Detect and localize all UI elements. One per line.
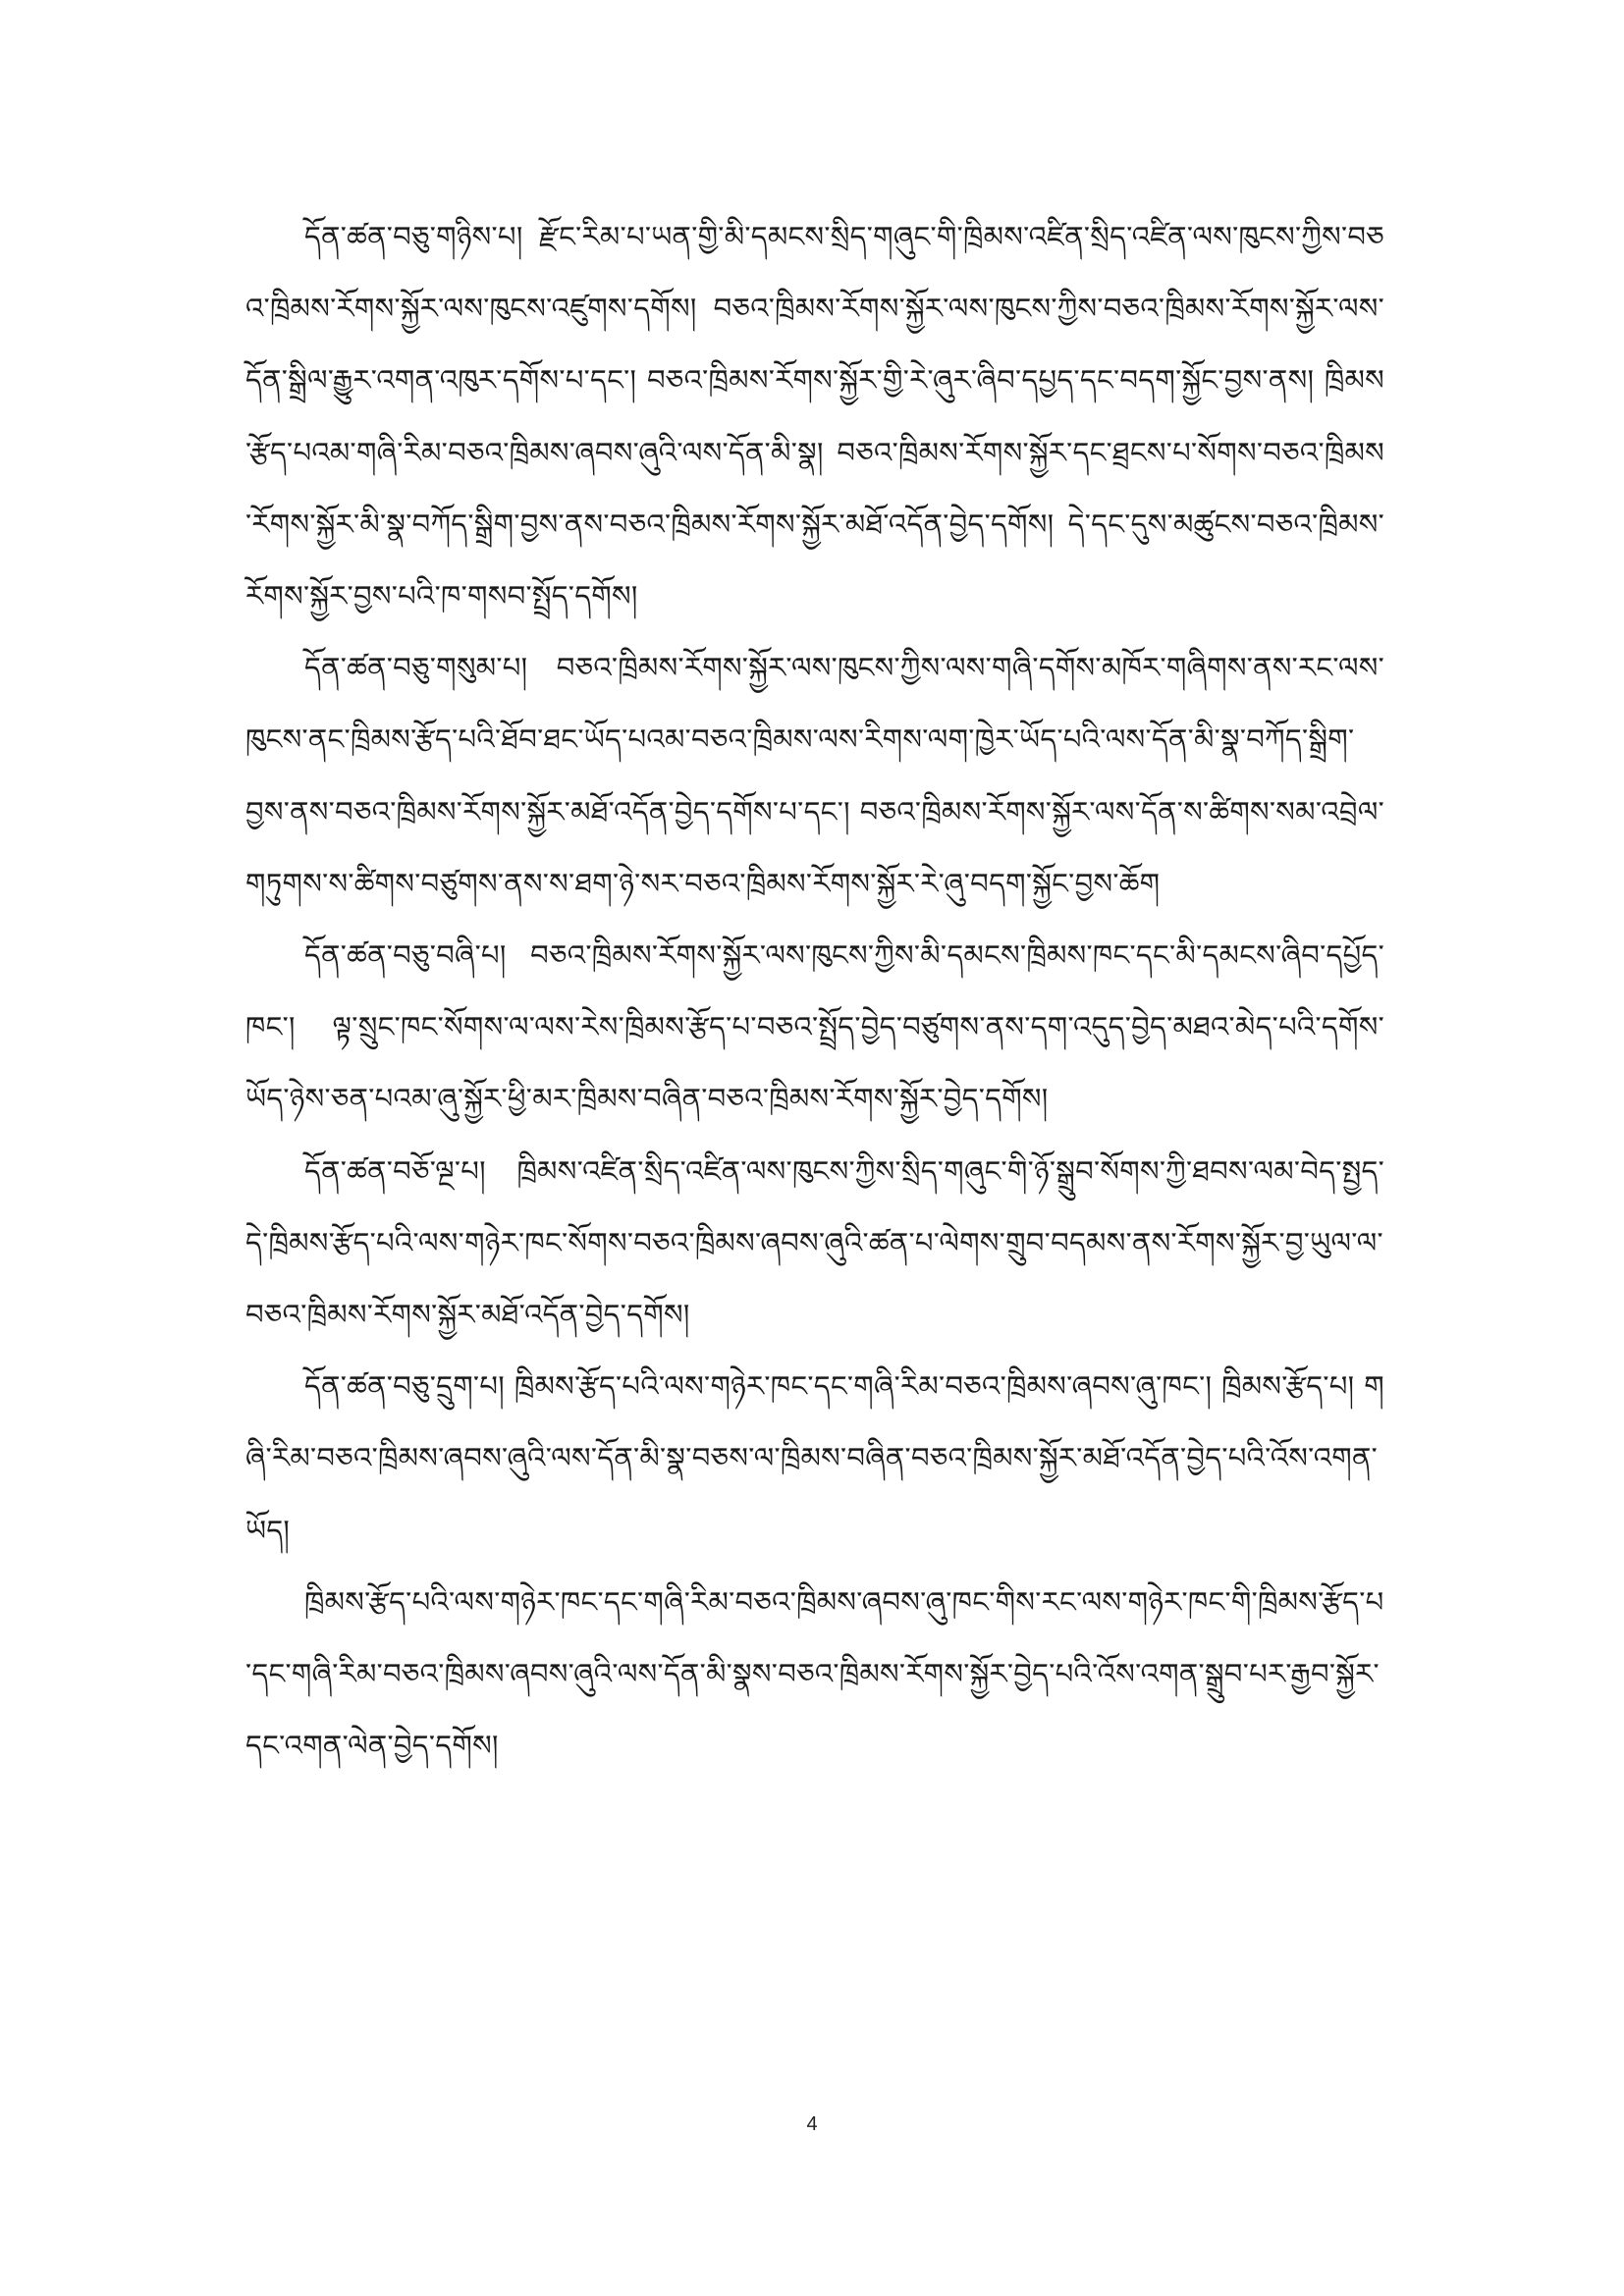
paragraph-article-15: དོན་ཚན་བཅོ་ལྔ་པ། ཁྲིམས་འཛིན་སྲིད་འཛིན་ལས་ཁུངས་ཀྱིས་སྲིད་གཞུང་གི་ཉོ་སྒྲུབ་སོགས་ཀྱི་ཐབས་ལམ་བེད་སྤྱད་དེ་ཁྲིམས་རྩོད་པའི་ལས་གཉེར་ཁང་སོགས་བཅའ་ཁྲིམས་ཞབས་ཞུའི་ཚན་པ་ལེགས་གྲུབ་བདམས་ནས་རོགས་སྐྱོར་བྱ་ཡུལ་ལ་བཅའ་ཁྲིམས་རོགས་སྐྱོར་མཐོ་འདོན་བྱེད་དགོས། [245,1153,1384,1332]
page-number: 4 [806,2113,818,2135]
paragraph-article-13: དོན་ཚན་བཅུ་གསུམ་པ། བཅའ་ཁྲིམས་རོགས་སྐྱོར་ལས་ཁུངས་ཀྱིས་ལས་གཞི་དགོས་མཁོར་གཞིགས་ནས་རང་ལས་ཁུངས་ནང་ཁྲིམས་རྩོད་པའི་ཐོབ་ཐང་ཡོད་པའམ་བཅའ་ཁྲིམས་ལས་རིགས་ལག་ཁྱེར་ཡོད་པའི་ལས་དོན་མི་སྣ་བཀོད་སྒྲིག་བྱས་ནས་བཅའ་ཁྲིམས་རོགས་སྐྱོར་མཐོ་འདོན་བྱེད་དགོས་པ་དང་། བཅའ་ཁྲིམས་རོགས་སྐྱོར་ལས་དོན་ས་ཚིགས་སམ་འབྲེལ་གཏུགས་ས་ཚིགས་བཙུགས་ནས་ས་ཐག་ཉེ་སར་བཅའ་ཁྲིམས་རོགས་སྐྱོར་རེ་ཞུ་བདག་སྐྱོང་བྱས་ཆོག [245,651,1384,900]
document-body [245,201,1384,1782]
paragraph-article-14: དོན་ཚན་བཅུ་བཞི་པ། བཅའ་ཁྲིམས་རོགས་སྐྱོར་ལས་ཁུངས་ཀྱིས་མི་དམངས་ཁྲིམས་ཁང་དང་མི་དམངས་ཞིབ་དཔྱོད་ཁང་། ལྟ་སྲུང་ཁང་སོགས་ལ་ལས་རེས་ཁྲིམས་རྩོད་པ་བཅའ་སྤྲོད་བྱེད་བཙུགས་ནས་དག་འདུད་བྱེད་མཐའ་མེད་པའི་དགོས་ཡོད་ཉེས་ཅན་པའམ་ཞུ་སྐྱོར་ཕྱི་མར་ཁྲིམས་བཞིན་བཅའ་ཁྲིམས་རོགས་སྐྱོར་བྱེད་དགོས། [245,938,1384,1116]
paragraph-article-12: དོན་ཚན་བཅུ་གཉིས་པ། རྫོང་རིམ་པ་ཡན་གྱི་མི་དམངས་སྲིད་གཞུང་གི་ཁྲིམས་འཛིན་སྲིད་འཛིན་ལས་ཁུངས་ཀྱིས་བཅའ་ཁྲིམས་རོགས་སྐྱོར་ལས་ཁུངས་འཛུགས་དགོས། བཅའ་ཁྲིམས་རོགས་སྐྱོར་ལས་ཁུངས་ཀྱིས་བཅའ་ཁྲིམས་རོགས་སྐྱོར་ལས་དོན་སྒྲིལ་རྒྱུར་འགན་འཁུར་དགོས་པ་དང་། བཅའ་ཁྲིམས་རོགས་སྐྱོར་གྱི་རེ་ཞུར་ཞིབ་དཔྱད་དང་བདག་སྐྱོང་བྱས་ནས། ཁྲིམས་རྩོད་པའམ་གཞི་རིམ་བཅའ་ཁྲིམས་ཞབས་ཞུའི་ལས་དོན་མི་སྣ། བཅའ་ཁྲིམས་རོགས་སྐྱོར་དང་ཐྲངས་པ་སོགས་བཅའ་ཁྲིམས་རོགས་སྐྱོར་མི་སྣ་བཀོད་སྒྲིག་བྱས་ནས་བཅའ་ཁྲིམས་རོགས་སྐྱོར་མཐོ་འདོན་བྱེད་དགོས། དེ་དང་དུས་མཚུངས་བཅའ་ཁྲིམས་རོགས་སྐྱོར་བྱས་པའི་ཁ་གསབ་སྤྲོད་དགོས། [245,220,1384,614]
paragraph-article-16-cont: ཁྲིམས་རྩོད་པའི་ལས་གཉེར་ཁང་དང་གཞི་རིམ་བཅའ་ཁྲིམས་ཞབས་ཞུ་ཁང་གིས་རང་ལས་གཉེར་ཁང་གི་ཁྲིམས་རྩོད་པ་དང་གཞི་རིམ་བཅའ་ཁྲིམས་ཞབས་ཞུའི་ལས་དོན་མི་སྣས་བཅའ་ཁྲིམས་རོགས་སྐྱོར་བྱེད་པའི་འོས་འགན་སྒྲུབ་པར་རྒྱབ་སྐྱོར་དང་འགན་ལེན་བྱེད་དགོས། [245,1584,1384,1763]
paragraph-article-16: དོན་ཚན་བཅུ་དྲུག་པ། ཁྲིམས་རྩོད་པའི་ལས་གཉེར་ཁང་དང་གཞི་རིམ་བཅའ་ཁྲིམས་ཞབས་ཞུ་ཁང་། ཁྲིམས་རྩོད་པ། གཞི་རིམ་བཅའ་ཁྲིམས་ཞབས་ཞུའི་ལས་དོན་མི་སྣ་བཅས་ལ་ཁྲིམས་བཞིན་བཅའ་ཁྲིམས་སྐྱོར་མཐོ་འདོན་བྱེད་པའི་འོས་འགན་ཡོད། [245,1369,1384,1547]
